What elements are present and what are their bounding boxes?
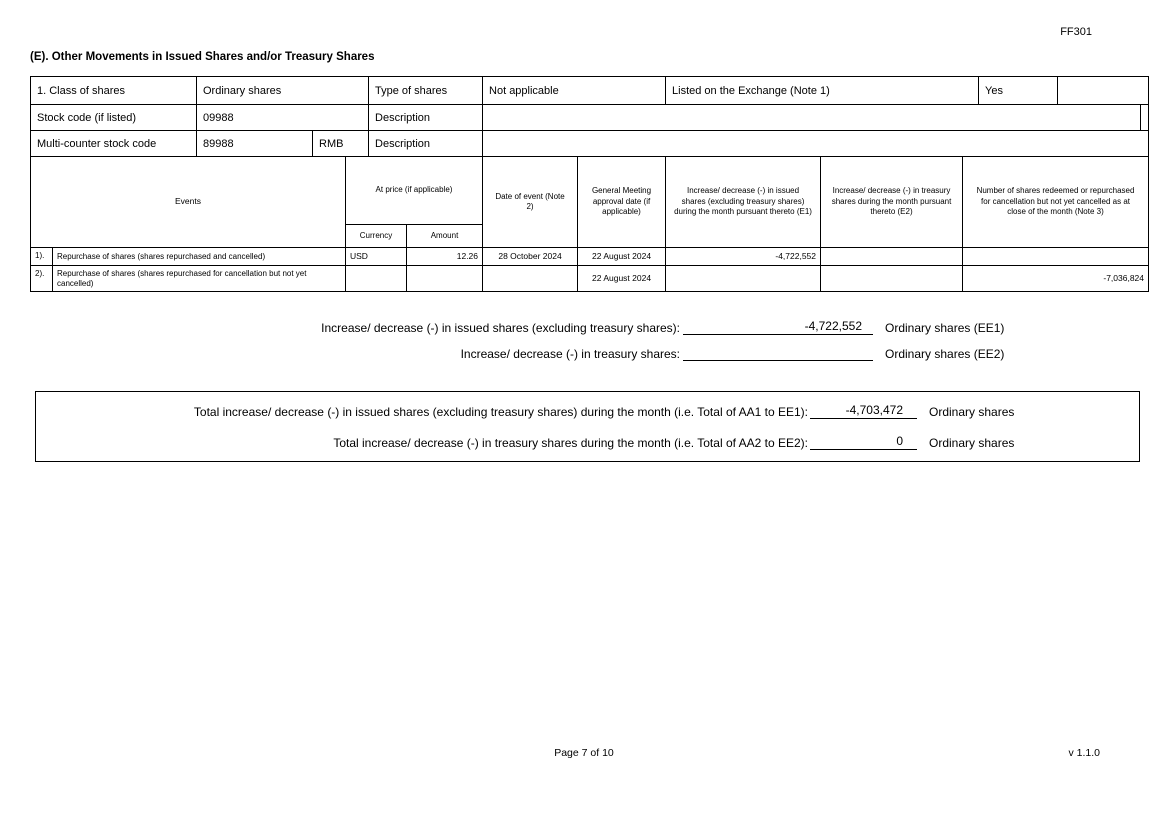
date-of-event-header: Date of event (Note 2) — [483, 157, 578, 248]
multi-counter-stock-code-value: 89988 — [197, 131, 313, 157]
total-issued-label: Total increase/ decrease (-) in issued shares (excluding treasury shares) during the month (i.e. Total of AA1 to EE1): — [193, 405, 808, 419]
event-amount — [407, 266, 483, 292]
total-treasury-value-field: 0 — [810, 432, 917, 450]
multi-counter-row — [31, 131, 1149, 157]
total-issued-unit: Ordinary shares — [929, 405, 1015, 419]
share-info-table — [30, 76, 1149, 157]
event-note3-value — [963, 248, 1149, 266]
ee2-label: Increase/ decrease (-) in treasury shares: — [460, 347, 680, 361]
ee1-value-field: -4,722,552 — [683, 317, 873, 335]
event-row — [31, 266, 1149, 292]
event-currency: USD — [346, 248, 407, 266]
description-label: Description — [369, 105, 483, 131]
version-label: v 1.1.0 — [1068, 747, 1100, 759]
event-note3-value: -7,036,824 — [963, 266, 1149, 292]
page-number: Page 7 of 10 — [554, 747, 614, 759]
total-issued-value-field: -4,703,472 — [810, 401, 917, 419]
event-date — [483, 266, 578, 292]
total-treasury-unit: Ordinary shares — [929, 436, 1015, 450]
total-treasury-label: Total increase/ decrease (-) in treasury shares during the month (i.e. Total of AA2 to EE2): — [333, 436, 808, 450]
ee1-label: Increase/ decrease (-) in issued shares (excluding treasury shares): — [321, 321, 680, 335]
event-currency — [346, 266, 407, 292]
listed-on-exchange-label: Listed on the Exchange (Note 1) — [666, 77, 979, 105]
event-amount: 12.26 — [407, 248, 483, 266]
event-description: Repurchase of shares (shares repurchased for cancellation but not yet cancelled) — [53, 266, 346, 292]
subtotals-section — [0, 317, 1168, 369]
amount-header: Amount — [407, 225, 483, 248]
class-of-shares-label: 1. Class of shares — [31, 77, 197, 105]
listed-on-exchange-value: Yes — [979, 77, 1058, 105]
event-row-number: 2). — [31, 266, 53, 292]
events-header: Events — [31, 157, 346, 248]
type-of-shares-label: Type of shares — [369, 77, 483, 105]
currency-header: Currency — [346, 225, 407, 248]
event-gm-date: 22 August 2024 — [578, 248, 666, 266]
stock-code-label: Stock code (if listed) — [31, 105, 197, 131]
totals-box — [35, 391, 1140, 462]
ee1-row — [0, 317, 1168, 335]
gm-approval-date-header: General Meeting approval date (if applicable) — [578, 157, 666, 248]
ee1-unit: Ordinary shares (EE1) — [885, 321, 1005, 335]
section-title: (E). Other Movements in Issued Shares and/or Treasury Shares — [30, 51, 375, 63]
note3-header: Number of shares redeemed or repurchased for cancellation but not yet cancelled as at close of the month (Note 3) — [963, 157, 1149, 248]
description2-value — [483, 131, 1149, 157]
e1-header: Increase/ decrease (-) in issued shares (excluding treasury shares) during the month pursuant thereto (E1) — [666, 157, 821, 248]
stock-code-row — [31, 105, 1149, 131]
total-treasury-row — [36, 432, 1139, 450]
event-row-number: 1). — [31, 248, 53, 266]
class-of-shares-value: Ordinary shares — [197, 77, 369, 105]
events-header-row — [31, 157, 1149, 225]
description-value — [483, 105, 1141, 131]
ee2-row — [0, 343, 1168, 361]
event-description: Repurchase of shares (shares repurchased and cancelled) — [53, 248, 346, 266]
at-price-header: At price (if applicable) — [346, 157, 483, 225]
e2-header: Increase/ decrease (-) in treasury shares during the month pursuant thereto (E2) — [821, 157, 963, 248]
event-e1-value — [666, 266, 821, 292]
event-date: 28 October 2024 — [483, 248, 578, 266]
description2-label: Description — [369, 131, 483, 157]
total-issued-row — [36, 401, 1139, 419]
event-e2-value — [821, 248, 963, 266]
stock-code-value: 09988 — [197, 105, 369, 131]
ee2-unit: Ordinary shares (EE2) — [885, 347, 1005, 361]
multi-counter-currency: RMB — [313, 131, 369, 157]
form-code: FF301 — [1060, 26, 1092, 38]
share-movements-tables — [30, 76, 1148, 292]
events-table — [30, 156, 1149, 292]
empty-cell — [1058, 77, 1149, 105]
event-gm-date: 22 August 2024 — [578, 266, 666, 292]
event-row — [31, 248, 1149, 266]
event-e1-value: -4,722,552 — [666, 248, 821, 266]
empty-cell — [1141, 105, 1149, 131]
event-e2-value — [821, 266, 963, 292]
ee2-value-field — [683, 343, 873, 361]
multi-counter-stock-code-label: Multi-counter stock code — [31, 131, 197, 157]
type-of-shares-value: Not applicable — [483, 77, 666, 105]
share-class-row — [31, 77, 1149, 105]
